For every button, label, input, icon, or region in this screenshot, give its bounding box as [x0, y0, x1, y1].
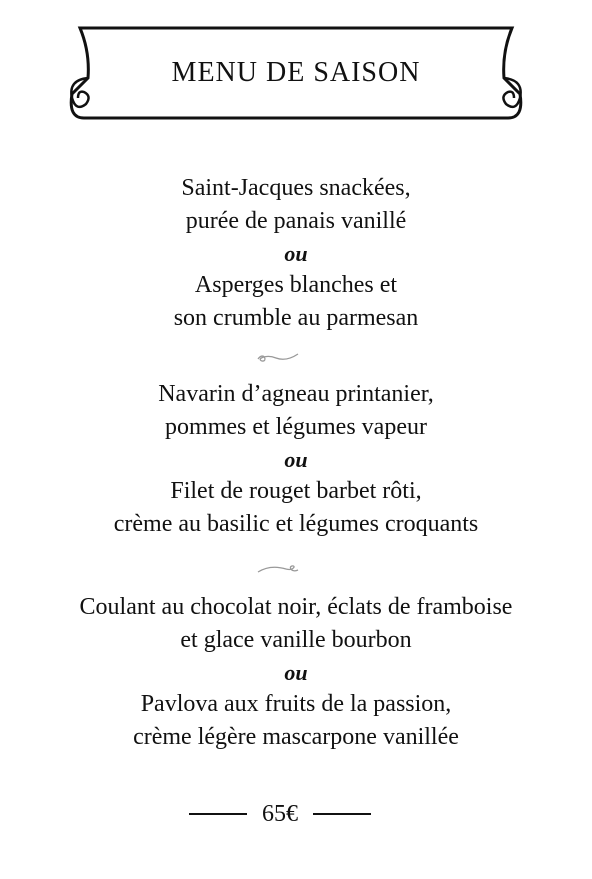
flourish-divider-icon: [256, 350, 300, 364]
dessert-option-1-line-1: Coulant au chocolat noir, éclats de framboise: [79, 594, 513, 620]
main-option-2-line-1: Filet de rouget barbet rôti,: [170, 478, 422, 504]
starter-option-2-line-1: Asperges blanches et: [194, 272, 398, 298]
starter-option-2-line-2: son crumble au parmesan: [173, 305, 419, 331]
price-rule-right: [313, 813, 371, 815]
main-option-1-line-2: pommes et légumes vapeur: [165, 414, 427, 440]
dessert-or-separator: ou: [284, 660, 308, 685]
menu-price: 65€: [262, 801, 298, 827]
starter-or-separator: ou: [284, 241, 308, 266]
title-banner: [64, 24, 528, 126]
main-option-1-line-1: Navarin d’agneau printanier,: [158, 381, 434, 407]
main-or-separator: ou: [284, 447, 308, 472]
dessert-option-2-line-2: crème légère mascarpone vanillée: [133, 724, 459, 750]
dessert-option-1-line-2: et glace vanille bourbon: [180, 627, 412, 653]
dessert-option-2-line-1: Pavlova aux fruits de la passion,: [140, 691, 452, 717]
price-rule-left: [189, 813, 247, 815]
price-footer: [0, 799, 592, 829]
starter-option-1-line-2: purée de panais vanillé: [185, 208, 407, 234]
starter-option-1-line-1: Saint-Jacques snackées,: [181, 175, 411, 201]
main-course-section: [20, 378, 572, 541]
main-option-2-line-2: crème au basilic et légumes croquants: [113, 511, 479, 537]
starter-section: [20, 172, 572, 335]
menu-title: MENU DE SAISON: [171, 57, 421, 88]
dessert-section: [20, 591, 572, 754]
flourish-divider-icon: [256, 563, 300, 577]
